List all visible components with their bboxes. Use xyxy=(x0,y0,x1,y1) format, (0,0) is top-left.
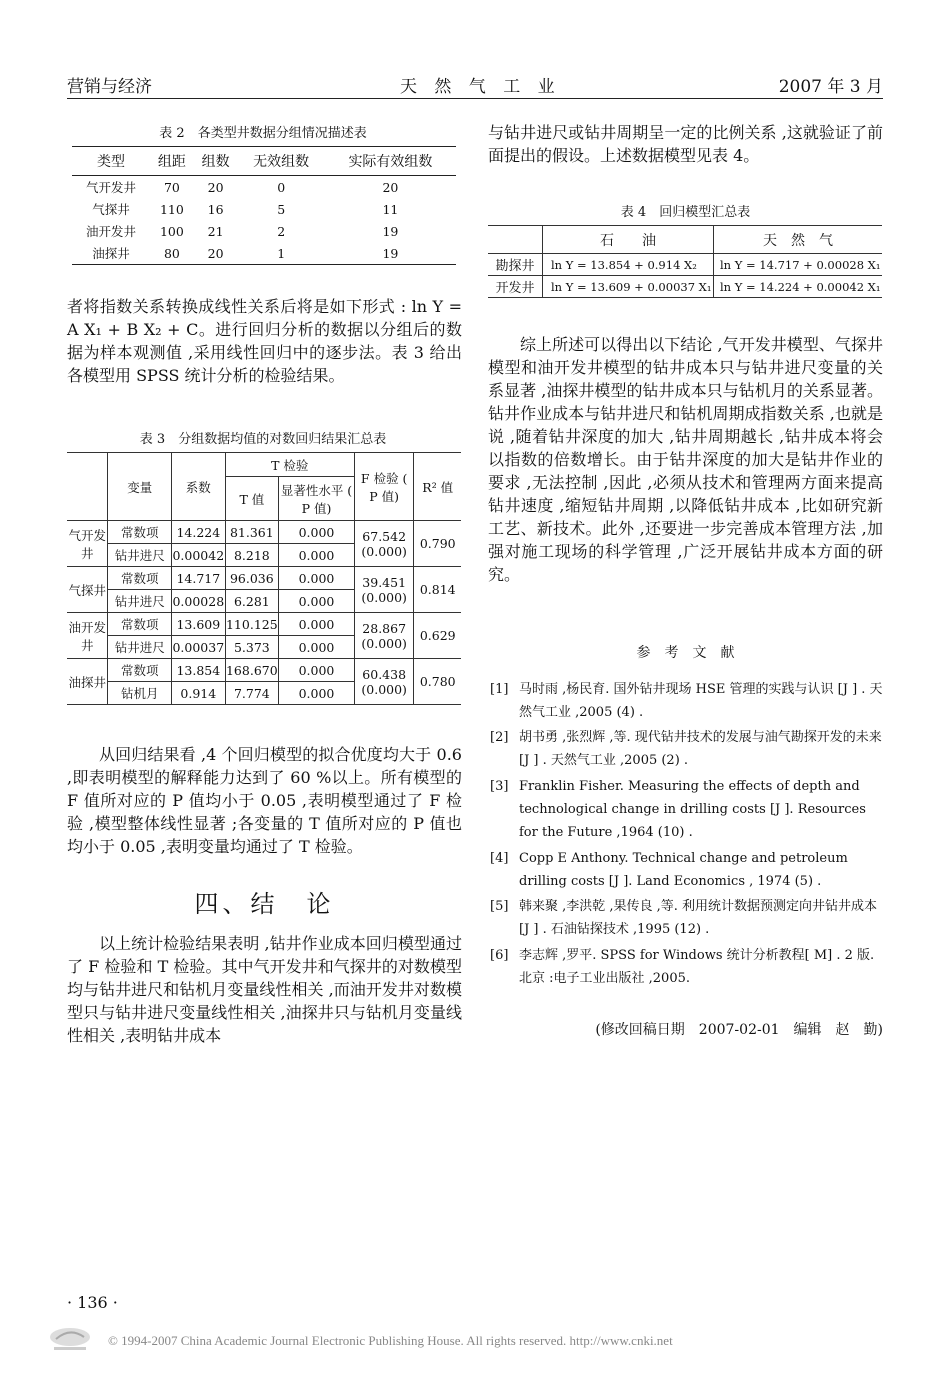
table-cell: 13.854 xyxy=(172,659,226,682)
table-cell: 1 xyxy=(277,245,286,261)
table-cell: 0.000 xyxy=(279,567,355,590)
table-cell: 168.670 xyxy=(225,659,279,682)
table3-header: R² 值 xyxy=(414,453,461,521)
table3-f-cell xyxy=(354,659,414,705)
table-cell: 0.914 xyxy=(172,682,226,705)
table-cell: 80 xyxy=(163,245,180,261)
f-p-value: (0.000) xyxy=(361,543,407,559)
table3-caption: 表 3 分组数据均值的对数回归结果汇总表 xyxy=(139,432,387,447)
table-cell: 100 xyxy=(159,223,184,239)
table4-corner xyxy=(488,226,543,254)
table-cell: 5.373 xyxy=(225,636,279,659)
table-cell: 96.036 xyxy=(225,567,279,590)
table-cell: 16 xyxy=(207,201,224,217)
table-cell: 0.000 xyxy=(279,544,355,567)
reference-text: Franklin Fisher. Measuring the effects of depth and technological change in drilling costs [J ]. Resources for the Future ,1964 (10) . xyxy=(519,779,866,840)
table3-f-cell xyxy=(354,521,414,567)
reference-number: [4] xyxy=(490,851,509,866)
table2-header: 实际有效组数 xyxy=(325,147,456,176)
table3-header: T 值 xyxy=(225,477,279,521)
table3-header: 变量 xyxy=(108,453,172,521)
table4-caption: 表 4 回归模型汇总表 xyxy=(620,205,751,220)
table3 xyxy=(67,452,461,705)
table3-group-label: 油开发井 xyxy=(67,613,108,659)
table-cell: 钻机月 xyxy=(108,682,172,705)
table-cell: 勘探井 xyxy=(488,254,543,276)
table3-header: T 检验 xyxy=(225,453,354,477)
table-cell: 110 xyxy=(159,201,184,217)
table-cell: 110.125 xyxy=(225,613,279,636)
left-paragraph-1: 者将指数关系转换成线性关系后将是如下形式 : ln Y = A X₁ + B X₂ + C。进行回归分析的数据以分组后的数据为样本观测值 ,采用线性回归中的逐步法。表 3 给出各模型用 SPSS 统计分析的检验结果。 xyxy=(67,297,462,385)
table-cell: 70 xyxy=(163,179,180,195)
table-cell: ln Y = 14.717 + 0.00028 X₁ xyxy=(714,254,883,276)
table-cell: 常数项 xyxy=(108,659,172,682)
table-cell: 14.717 xyxy=(172,567,226,590)
reference-text: 韩来聚 ,李洪乾 ,果传良 ,等. 利用统计数据预测定向井钻井成本[J ] . 石油钻探技术 ,1995 (12) . xyxy=(519,899,878,937)
table2 xyxy=(72,146,456,265)
table-cell: 钻井进尺 xyxy=(108,544,172,567)
f-value: 60.438 xyxy=(362,666,407,682)
table2-header: 组数 xyxy=(194,147,238,176)
table-cell: 19 xyxy=(382,245,399,261)
table-cell: 5 xyxy=(277,201,286,217)
table-cell: 油开发井 xyxy=(86,224,137,239)
table2-header: 组距 xyxy=(150,147,194,176)
table-row xyxy=(72,198,456,220)
table-cell: 0.000 xyxy=(279,659,355,682)
reference-number: [1] xyxy=(490,682,509,697)
table-cell: 20 xyxy=(207,245,224,261)
left-paragraph-2: 从回归结果看 ,4 个回归模型的拟合优度均大于 0.6 ,即表明模型的解释能力达到了 60 %以上。所有模型的 F 值所对应的 P 值均小于 0.05 ,表明模型通过了 F 检验 ,模型整体线性显著 ;各变量的 T 值所对应的 P 值也均小于 0.05 ,表明变量均通过了 T 检验。 xyxy=(67,745,462,856)
table3-f-cell xyxy=(354,613,414,659)
table-cell: 0.000 xyxy=(279,682,355,705)
table-cell: 气探井 xyxy=(92,202,130,217)
table3-group-label: 油探井 xyxy=(67,659,108,705)
table3-header: 系数 xyxy=(172,453,226,521)
table4 xyxy=(488,225,882,298)
reference-text: Copp E Anthony. Technical change and petroleum drilling costs [J ]. Land Economics , 1974 (5) . xyxy=(519,851,848,889)
table-cell: 开发井 xyxy=(488,276,543,298)
reference-number: [6] xyxy=(490,948,509,963)
table-cell: 11 xyxy=(382,201,399,217)
f-p-value: (0.000) xyxy=(361,681,407,697)
f-value: 39.451 xyxy=(362,574,407,590)
table-cell: 钻井进尺 xyxy=(108,590,172,613)
reference-text: 胡书勇 ,张烈辉 ,等. 现代钻井技术的发展与油气勘探开发的未来[J ] . 天然气工业 ,2005 (2) . xyxy=(519,730,882,768)
table-cell: 0.000 xyxy=(279,590,355,613)
table-cell: 2 xyxy=(277,223,286,239)
table-row xyxy=(72,176,456,199)
table-cell: 20 xyxy=(382,179,399,195)
reference-text: 马时雨 ,杨民育. 国外钻井现场 HSE 管理的实践与认识 [J ] . 天然气工业 ,2005 (4) . xyxy=(519,682,883,720)
table2-header: 类型 xyxy=(72,147,150,176)
table3-f-cell xyxy=(354,567,414,613)
header-rule xyxy=(67,98,883,99)
right-paragraph-2: 综上所述可以得出以下结论 ,气开发井模型、气探井模型和油开发井模型的钻井成本只与钻井进尺变量的关系显著 ,油探井模型的钻井成本只与钻机月的关系显著。钻井作业成本与钻井进尺和钻机周期成指数关系 ,也就是说 ,随着钻井深度的加大 ,钻井周期越长 ,钻井成本将会以指数的倍数增长。由于钻井深度的加大是钻井作业的要求 ,无法控制 ,因此 ,必须从技术和管理两方面来提高钻井速度 ,缩短钻井周期 ,以降低钻井成本 ,比如研究新工艺、新技术。此外 ,还要进一步完善成本管理方法 ,加强对施工现场的科学管理 ,广泛开展钻井成本方面的研究。 xyxy=(488,335,883,584)
table-cell: 21 xyxy=(207,223,224,239)
table-cell: 20 xyxy=(207,179,224,195)
table-cell: 8.218 xyxy=(225,544,279,567)
running-header-date: 2007 年 3 月 xyxy=(778,77,883,97)
revision-note: (修改回稿日期 2007-02-01 编辑 赵 勤) xyxy=(595,1022,883,1038)
table-cell: 19 xyxy=(382,223,399,239)
table-cell: 常数项 xyxy=(108,521,172,544)
table-cell: ln Y = 13.854 + 0.914 X₂ xyxy=(543,254,714,276)
table-cell: 6.281 xyxy=(225,590,279,613)
r2-value: 0.814 xyxy=(414,567,461,613)
references-title: 参 考 文 献 xyxy=(636,645,735,661)
table-cell: 钻井进尺 xyxy=(108,636,172,659)
table3-header: F 检验 ( P 值) xyxy=(354,453,414,521)
r2-value: 0.780 xyxy=(414,659,461,705)
reference-number: [2] xyxy=(490,730,509,745)
table-cell: 81.361 xyxy=(225,521,279,544)
table-row xyxy=(72,242,456,265)
f-value: 67.542 xyxy=(362,528,407,544)
table-cell: 0.000 xyxy=(279,636,355,659)
copyright-footer: © 1994-2007 China Academic Journal Electronic Publishing House. All rights reserved. http://www.cnki.net xyxy=(108,1333,673,1348)
reference-list xyxy=(490,678,883,986)
table-cell: 7.774 xyxy=(225,682,279,705)
table-cell: ln Y = 13.609 + 0.00037 X₁ xyxy=(543,276,714,298)
table-cell: 13.609 xyxy=(172,613,226,636)
left-paragraph-3: 以上统计检验结果表明 ,钻井作业成本回归模型通过了 F 检验和 T 检验。其中气开发井和气探井的对数模型均与钻井进尺和钻机月变量线性相关 ,而油开发井对数模型只与钻井进尺变量线性相关 ,油探井只与钻机月变量线性相关 ,表明钻井成本 xyxy=(67,934,462,1045)
table-cell: 常数项 xyxy=(108,613,172,636)
table-cell: 0.00037 xyxy=(172,636,226,659)
section-title: 四、结 论 xyxy=(194,890,335,918)
table-cell: 气开发井 xyxy=(86,180,137,195)
table4-header-oil: 石 油 xyxy=(543,226,714,254)
f-p-value: (0.000) xyxy=(361,589,407,605)
reference-number: [5] xyxy=(490,899,509,914)
running-header-journal: 天 然 气 工 业 xyxy=(400,77,561,97)
f-value: 28.867 xyxy=(362,620,407,636)
table-cell: 0.00028 xyxy=(172,590,226,613)
page-number: · 136 · xyxy=(67,1293,118,1312)
r2-value: 0.629 xyxy=(414,613,461,659)
reference-number: [3] xyxy=(490,779,509,794)
r2-value: 0.790 xyxy=(414,521,461,567)
f-p-value: (0.000) xyxy=(361,635,407,651)
table-cell: 油探井 xyxy=(92,246,130,261)
table-cell: 常数项 xyxy=(108,567,172,590)
table3-group-label: 气探井 xyxy=(67,567,108,613)
table-cell: 14.224 xyxy=(172,521,226,544)
table4-header-gas: 天 然 气 xyxy=(714,226,883,254)
table-cell: 0.00042 xyxy=(172,544,226,567)
table-cell: 0 xyxy=(277,179,286,195)
table-row xyxy=(72,220,456,242)
table-cell: 0.000 xyxy=(279,521,355,544)
right-paragraph-1: 与钻井进尺或钻井周期呈一定的比例关系 ,这就验证了前面提出的假设。上述数据模型见表 4。 xyxy=(488,123,883,165)
table-cell: 0.000 xyxy=(279,613,355,636)
table-cell: ln Y = 14.224 + 0.00042 X₁ xyxy=(714,276,883,298)
table3-header: 显著性水平 ( P 值) xyxy=(279,477,355,521)
reference-text: 李志辉 ,罗平. SPSS for Windows 统计分析教程[ M] . 2 版. 北京 :电子工业出版社 ,2005. xyxy=(519,948,875,986)
table3-group-label: 气开发井 xyxy=(67,521,108,567)
table2-caption: 表 2 各类型井数据分组情况描述表 xyxy=(159,126,367,141)
table3-corner xyxy=(67,453,108,521)
running-header-left: 营销与经济 xyxy=(67,77,152,97)
cnki-logo-icon xyxy=(48,1325,92,1353)
table2-header: 无效组数 xyxy=(237,147,324,176)
